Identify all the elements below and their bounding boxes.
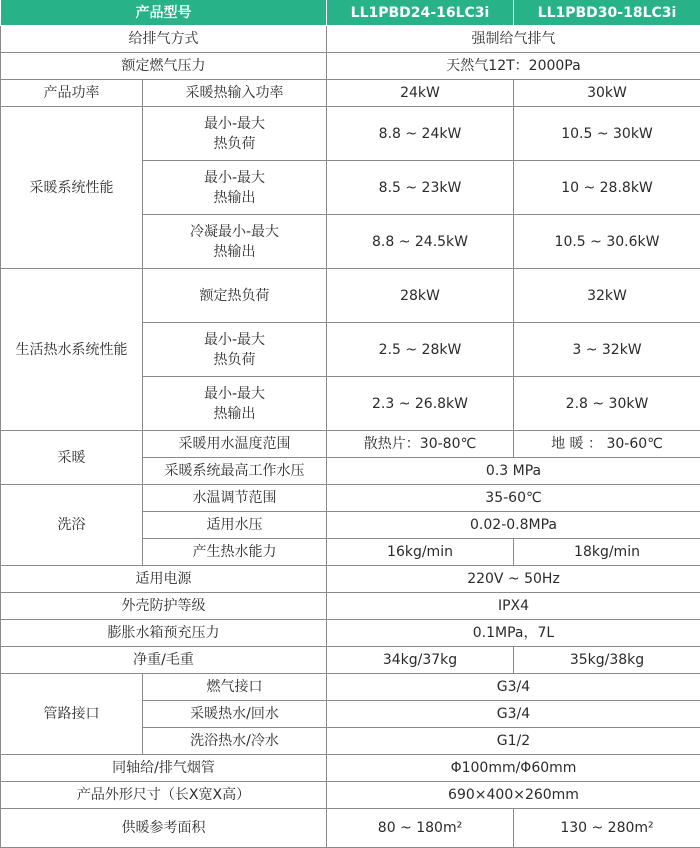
cell-power-supply: 220V ~ 50Hz [327, 566, 700, 593]
cell-water-temp-adjust: 35-60℃ [327, 485, 700, 512]
row-label-condensing-output: 冷凝最小-最大 热输出 [143, 215, 327, 269]
row-label-dimensions: 产品外形尺寸（长X宽X高） [1, 782, 327, 809]
cell-hot-water-min-max-output-a: 2.3 ~ 26.8kW [327, 377, 514, 431]
group-label-hot-water-performance: 生活热水系统性能 [1, 269, 143, 431]
table-row [1, 431, 700, 458]
cell-heating-min-max-output-a: 8.5 ~ 23kW [327, 161, 514, 215]
table-row [1, 593, 700, 620]
cell-heating-min-max-load-a: 8.8 ~ 24kW [327, 107, 514, 161]
row-label-heating-min-max-load: 最小-最大 热负荷 [143, 107, 327, 161]
header-row [1, 0, 700, 26]
row-label-water-temp-adjust: 水温调节范围 [143, 485, 327, 512]
cell-condensing-output-a: 8.8 ~ 24.5kW [327, 215, 514, 269]
table-row [1, 647, 700, 674]
header-model-b: LL1PBD30-18LC3i [514, 0, 700, 26]
row-label-power-supply: 适用电源 [1, 566, 327, 593]
row-label-weight: 净重/毛重 [1, 647, 327, 674]
row-label-bath-hot-cold: 洗浴热水/冷水 [143, 728, 327, 755]
cell-bath-hot-cold: G1/2 [327, 728, 700, 755]
row-label-flue: 同轴给/排气烟管 [1, 755, 327, 782]
table-row [1, 269, 700, 323]
cell-expansion-tank: 0.1MPa，7L [327, 620, 700, 647]
cell-water-pressure: 0.02-0.8MPa [327, 512, 700, 539]
group-label-heating: 采暖 [1, 431, 143, 485]
cell-hot-water-min-max-load-b: 3 ~ 32kW [514, 323, 700, 377]
header-product-model: 产品型号 [1, 0, 327, 26]
cell-weight-a: 34kg/37kg [327, 647, 514, 674]
cell-rated-gas-pressure: 天然气12T：2000Pa [327, 53, 700, 80]
cell-heating-area-a: 80 ~ 180m² [327, 809, 514, 848]
cell-heating-max-pressure: 0.3 MPa [327, 458, 700, 485]
cell-flue: Φ100mm/Φ60mm [327, 755, 700, 782]
cell-hot-water-capacity-b: 18kg/min [514, 539, 700, 566]
group-label-pipe-connections: 管路接口 [1, 674, 143, 755]
table-row [1, 566, 700, 593]
row-label-heating-max-pressure: 采暖系统最高工作水压 [143, 458, 327, 485]
header-model-a: LL1PBD24-16LC3i [327, 0, 514, 26]
cell-hot-water-min-max-load-a: 2.5 ~ 28kW [327, 323, 514, 377]
row-label-rated-gas-pressure: 额定燃气压力 [1, 53, 327, 80]
cell-hot-water-rated-load-a: 28kW [327, 269, 514, 323]
table-row [1, 107, 700, 161]
row-label-heating-input-power: 采暖热输入功率 [143, 80, 327, 107]
cell-dimensions: 690×400×260mm [327, 782, 700, 809]
cell-hot-water-min-max-output-b: 2.8 ~ 30kW [514, 377, 700, 431]
table-row [1, 782, 700, 809]
cell-heating-input-power-b: 30kW [514, 80, 700, 107]
row-label-heating-min-max-output: 最小-最大 热输出 [143, 161, 327, 215]
row-label-hot-water-min-max-output: 最小-最大 热输出 [143, 377, 327, 431]
cell-heating-area-b: 130 ~ 280m² [514, 809, 700, 848]
row-label-hot-water-min-max-load: 最小-最大 热负荷 [143, 323, 327, 377]
cell-heating-temp-floor: 地 暖 ： 30-60℃ [514, 431, 700, 458]
row-label-expansion-tank: 膨胀水箱预充压力 [1, 620, 327, 647]
row-label-gas-connection: 燃气接口 [143, 674, 327, 701]
table-row [1, 485, 700, 512]
row-label-protection-level: 外壳防护等级 [1, 593, 327, 620]
row-label-heating-supply-return: 采暖热水/回水 [143, 701, 327, 728]
row-label-heating-area: 供暖参考面积 [1, 809, 327, 848]
row-label-hot-water-capacity: 产生热水能力 [143, 539, 327, 566]
group-label-product-power: 产品功率 [1, 80, 143, 107]
table-row [1, 80, 700, 107]
cell-gas-connection: G3/4 [327, 674, 700, 701]
cell-heating-temp-radiator: 散热片：30-80℃ [327, 431, 514, 458]
table-row [1, 755, 700, 782]
cell-heating-min-max-output-b: 10 ~ 28.8kW [514, 161, 700, 215]
cell-weight-b: 35kg/38kg [514, 647, 700, 674]
table-row [1, 674, 700, 701]
table-row [1, 26, 700, 53]
row-label-heating-water-temp-range: 采暖用水温度范围 [143, 431, 327, 458]
table-row [1, 53, 700, 80]
row-label-water-pressure: 适用水压 [143, 512, 327, 539]
cell-exhaust-method: 强制给气排气 [327, 26, 700, 53]
cell-condensing-output-b: 10.5 ~ 30.6kW [514, 215, 700, 269]
cell-hot-water-rated-load-b: 32kW [514, 269, 700, 323]
table-row [1, 620, 700, 647]
group-label-bathing: 洗浴 [1, 485, 143, 566]
cell-heating-min-max-load-b: 10.5 ~ 30kW [514, 107, 700, 161]
table-row [1, 809, 700, 848]
row-label-hot-water-rated-load: 额定热负荷 [143, 269, 327, 323]
row-label-exhaust-method: 给排气方式 [1, 26, 327, 53]
cell-hot-water-capacity-a: 16kg/min [327, 539, 514, 566]
cell-heating-input-power-a: 24kW [327, 80, 514, 107]
group-label-heating-performance: 采暖系统性能 [1, 107, 143, 269]
cell-protection-level: IPX4 [327, 593, 700, 620]
cell-heating-supply-return: G3/4 [327, 701, 700, 728]
